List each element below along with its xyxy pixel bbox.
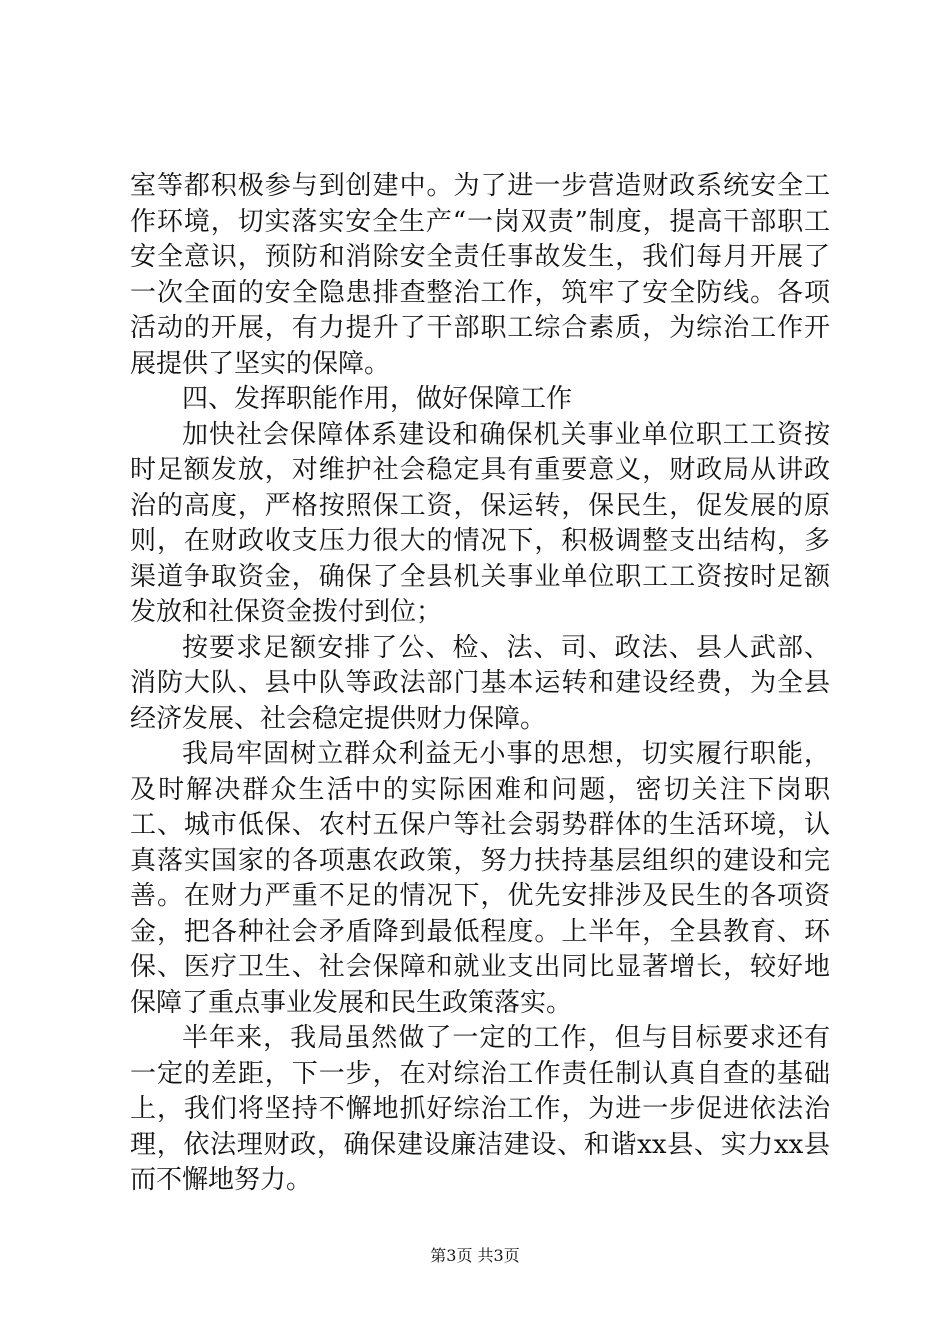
- page-footer: 第3页 共3页: [430, 1246, 520, 1265]
- body-paragraph-continued: 室等都积极参与到创建中。为了进一步营造财政系统安全工作环境，切实落实安全生产“一岗双责”制度，提高干部职工安全意识，预防和消除安全责任事故发生，我们每月开展了一次全面的安全隐患排查整治工作，筑牢了安全防线。各项活动的开展，有力提升了干部职工综合素质，为综治工作开展提供了坚实的保障。: [130, 171, 830, 379]
- body-paragraph: 加快社会保障体系建设和确保机关事业单位职工工资按时足额发放，对维护社会稳定具有重要意义，财政局从讲政治的高度，严格按照保工资，保运转，保民生，促发展的原则，在财政收支压力很大的情况下，积极调整支出结构，多渠道争取资金，确保了全县机关事业单位职工工资按时足额发放和社保资金拨付到位；: [130, 419, 830, 627]
- body-paragraph: 我局牢固树立群众利益无小事的思想，切实履行职能，及时解决群众生活中的实际困难和问题，密切关注下岗职工、城市低保、农村五保户等社会弱势群体的生活环境，认真落实国家的各项惠农政策，努力扶持基层组织的建设和完善。在财力严重不足的情况下，优先安排涉及民生的各项资金，把各种社会矛盾降到最低程度。上半年，全县教育、环保、医疗卫生、社会保障和就业支出同比显著增长，较好地保障了重点事业发展和民生政策落实。: [130, 739, 830, 1018]
- body-paragraph: 半年来，我局虽然做了一定的工作，但与目标要求还有一定的差距，下一步，在对综治工作责任制认真自查的基础上，我们将坚持不懈地抓好综治工作，为进一步促进依法治理，依法理财政，确保建设廉洁建设、和谐xx县、实力xx县而不懈地努力。: [130, 1023, 830, 1195]
- section-heading: 四、发挥职能作用，做好保障工作: [182, 384, 573, 414]
- body-paragraph: 按要求足额安排了公、检、法、司、政法、县人武部、消防大队、县中队等政法部门基本运转和建设经费，为全县经济发展、社会稳定提供财力保障。: [130, 632, 830, 734]
- document-body: [130, 169, 830, 1199]
